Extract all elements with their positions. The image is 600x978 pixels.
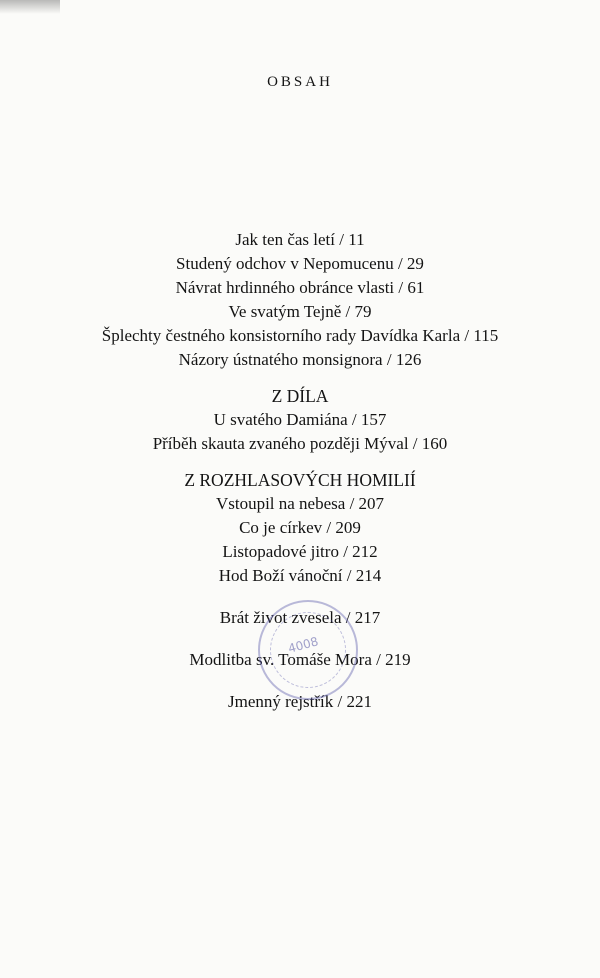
page-title: OBSAH [267, 74, 333, 90]
toc-entry: Hod Boží vánoční / 214 [218, 566, 382, 585]
scan-corner-shadow [0, 0, 60, 14]
toc-entry: Modlitba sv. Tomáše Mora / 219 [189, 650, 411, 669]
toc-entry: Vstoupil na nebesa / 207 [215, 494, 385, 513]
toc-entry: U svatého Damiána / 157 [213, 410, 387, 429]
toc-entry: Šplechty čestného konsistorního rady Davídka Karla / 115 [101, 326, 499, 345]
toc-entry: Co je církev / 209 [239, 518, 361, 537]
toc-entry: Listopadové jitro / 212 [222, 542, 378, 561]
toc-entry: Návrat hrdinného obránce vlasti / 61 [175, 278, 425, 297]
section-heading-z-dila: Z DÍLA [271, 386, 329, 406]
section-heading-homilie: Z ROZHLASOVÝCH HOMILIÍ [184, 470, 416, 490]
toc-entry: Jmenný rejstřík / 221 [227, 692, 372, 711]
toc-entry: Příběh skauta zvaného později Mýval / 160 [152, 434, 448, 453]
toc-entry: Brát život zvesela / 217 [219, 608, 381, 627]
toc-entry: Ve svatým Tejně / 79 [228, 302, 372, 321]
stamp-number: 4008 [286, 634, 320, 656]
toc-entry: Jak ten čas letí / 11 [235, 230, 365, 249]
toc-entry: Názory ústnatého monsignora / 126 [178, 350, 422, 369]
toc-entry: Studený odchov v Nepomucenu / 29 [176, 254, 424, 273]
library-stamp [258, 600, 358, 700]
